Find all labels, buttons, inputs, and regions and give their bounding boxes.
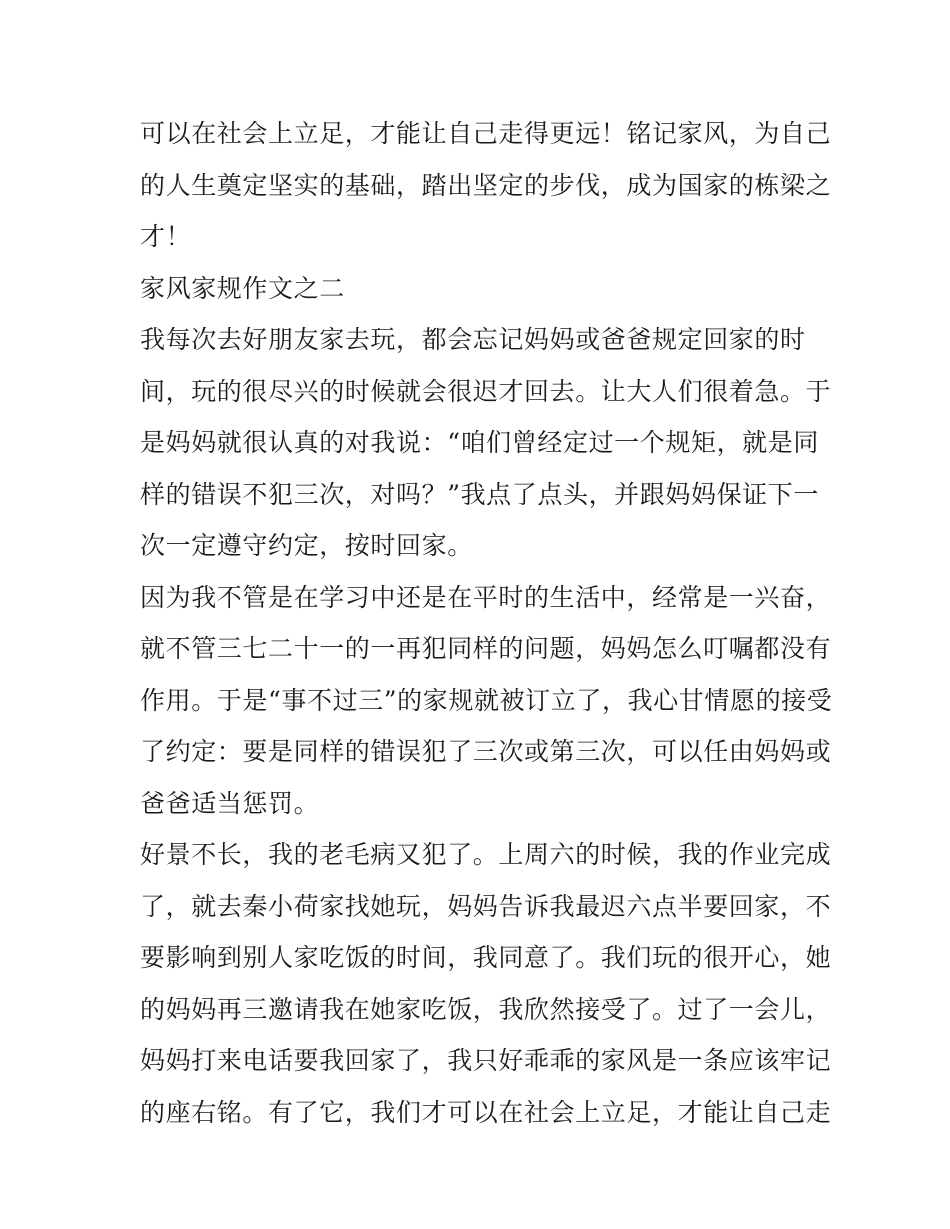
- section-heading: 家风家规作文之二: [140, 273, 345, 303]
- text-line: 作用。于是“事不过三”的家规就被订立了，我心甘情愿的接受: [140, 685, 833, 715]
- text-line: 好景不长，我的老毛病又犯了。上周六的时候，我的作业完成: [140, 840, 832, 869]
- text-line: 爸爸适当惩罚。: [140, 788, 320, 818]
- text-line: 就不管三七二十一的一再犯同样的问题，妈妈怎么叮嘱都没有: [140, 634, 832, 663]
- text-line: 了约定：要是同样的错误犯了三次或第三次，可以任由妈妈或: [140, 737, 832, 766]
- text-line: 样的错误不犯三次，对吗？”我点了点头，并跟妈妈保证下一: [140, 479, 819, 509]
- text-line: 的妈妈再三邀请我在她家吃饭，我欣然接受了。过了一会儿，: [140, 994, 832, 1024]
- text-line: 可以在社会上立足，才能让自己走得更远！铭记家风，为自己: [140, 119, 832, 148]
- text-line: 的座右铭。有了它，我们才可以在社会上立足，才能让自己走: [140, 1097, 832, 1127]
- document-body: [140, 108, 833, 1138]
- text-line: 才！: [140, 222, 192, 251]
- text-line: 妈妈打来电话要我回家了，我只好乖乖的家风是一条应该牢记: [140, 1046, 832, 1075]
- text-line: 的人生奠定坚实的基础，踏出坚定的步伐，成为国家的栋梁之: [140, 170, 832, 200]
- text-line: 了，就去秦小荷家找她玩，妈妈告诉我最迟六点半要回家，不: [140, 891, 832, 921]
- text-line: 我每次去好朋友家去玩，都会忘记妈妈或爸爸规定回家的时: [140, 325, 806, 354]
- text-line: 次一定遵守约定，按时回家。: [140, 531, 473, 560]
- text-line: 间，玩的很尽兴的时候就会很迟才回去。让大人们很着急。于: [140, 376, 832, 406]
- text-line: 要影响到别人家吃饭的时间，我同意了。我们玩的很开心，她: [140, 943, 832, 972]
- text-line: 是妈妈就很认真的对我说：“咱们曾经定过一个规矩，就是同: [140, 428, 819, 457]
- text-line: 因为我不管是在学习中还是在平时的生活中，经常是一兴奋，: [140, 582, 832, 612]
